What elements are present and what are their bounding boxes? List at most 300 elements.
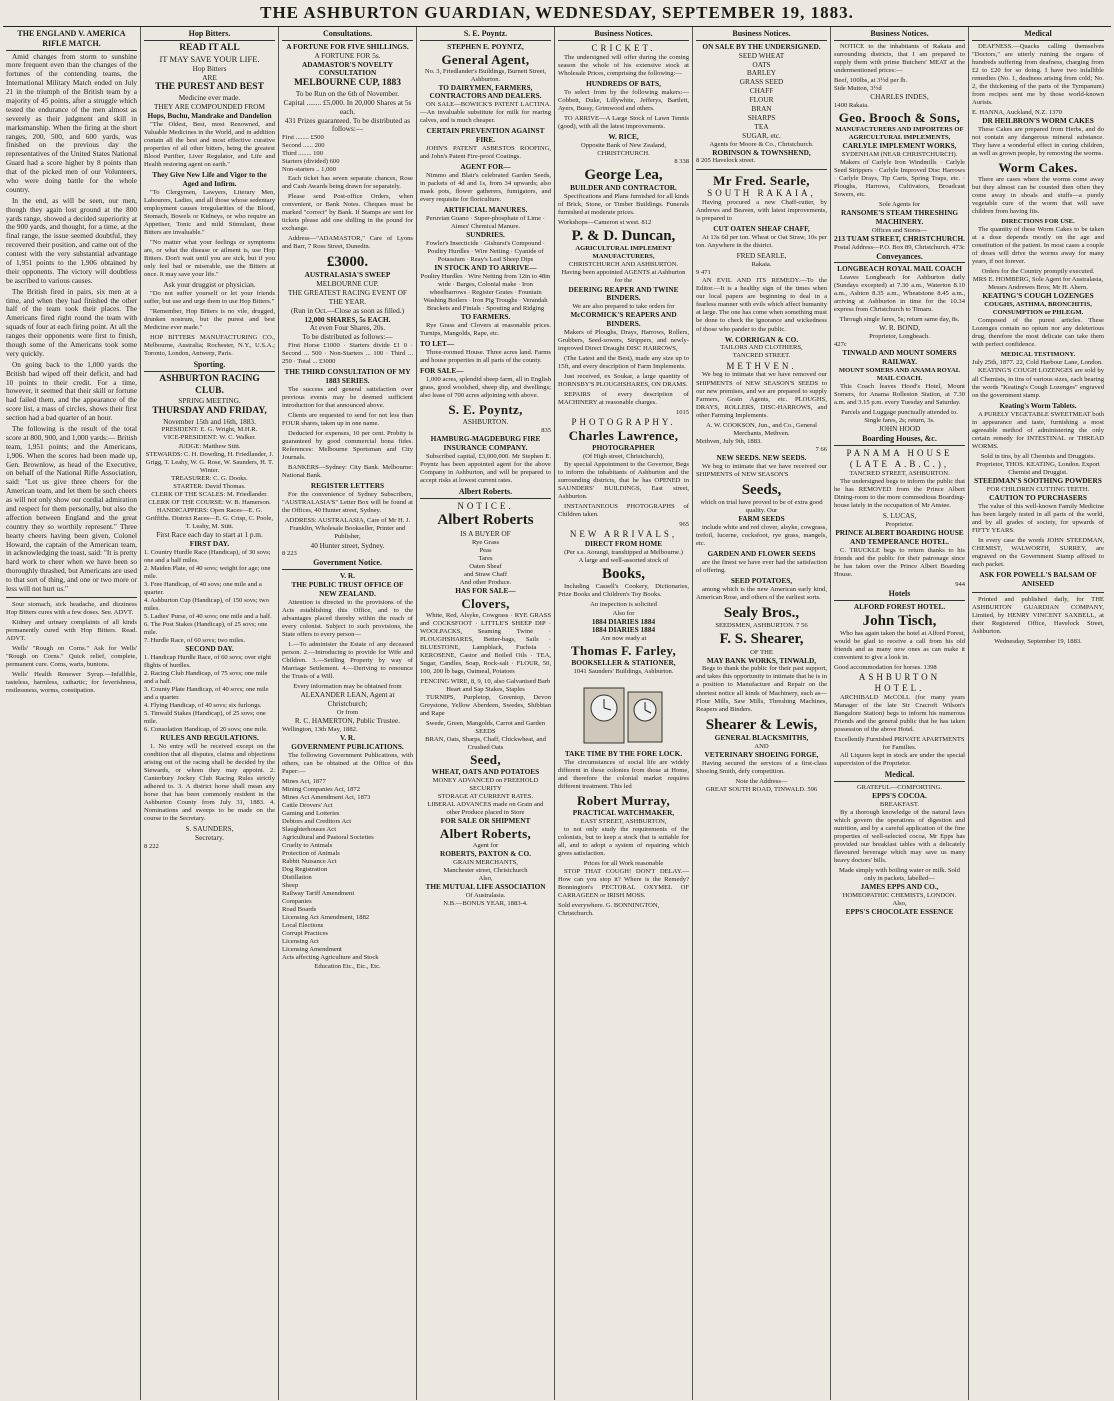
ad-line: TAILORS AND CLOTHIERS,: [720, 344, 803, 352]
ad-line: ARTIFICIAL MANURES.: [443, 205, 528, 215]
ad-line: ON SALE BY THE UNDERSIGNED.: [702, 41, 821, 51]
ad-para: KEATING'S COUGH LOZENGES are sold by all Chemists, in tins of various sizes, each bearing the words "Keating's Cough Lozenges" engraved on the government stamp.: [972, 367, 1104, 399]
ad-line: 12,000 SHARES, 5s EACH.: [304, 314, 391, 324]
officer: VICE-PRESIDENT: W. C. Walker.: [163, 434, 256, 442]
ad-title: Seed,: [470, 752, 501, 768]
ad-title: PHOTOGRAPHY.: [571, 417, 676, 428]
ad-line: THE GREATEST RACING EVENT OF THE YEAR.: [288, 287, 407, 306]
ad-line: EPPS'S CHOCOLATE ESSENCE: [845, 907, 954, 917]
publication: Licensing Amendment: [282, 946, 342, 954]
ad-para: Specifications and Plans furnished for all kinds of Brick, Stone, or Timber Buildings. Funerals furnished at moderate prices.: [558, 192, 689, 216]
publication: Debtors and Creditors Act: [282, 817, 352, 825]
officer: TREASURER: C. G. Dooks.: [171, 474, 248, 482]
ad-title: Books,: [602, 566, 645, 583]
ad-para: These Cakes are prepared from Herbs, and do not contain any dangerous mineral substance. They have a wonderful effect in curing children, as well as grown people, by removing the worms.: [972, 125, 1104, 158]
ad-line: 1041 Saunders' Buildings, Ashburton.: [573, 668, 674, 676]
race: 5. Ladies' Purse, of 40 sovs; one mile and a half.: [144, 612, 272, 620]
ad-line: PRINCE ALBERT BOARDING HOUSE AND TEMPERANCE HOTEL.: [835, 528, 964, 546]
ad-line: No. 3, Friedlander's Buildings, Burnett Street, Ashburton.: [424, 67, 547, 83]
ad-line: FOR CHILDREN CUTTING TEETH.: [986, 485, 1090, 493]
ad-line: Keating's Worm Tablets.: [999, 400, 1077, 410]
ad-line: VETERINARY SHOEING FORGE,: [704, 749, 819, 759]
ad-line: SEED POTATOES,: [730, 575, 793, 585]
ad-line: ROBERTS, PAXTON & CO.: [440, 848, 531, 858]
sale-item: OATS: [752, 59, 771, 69]
meeting-dates: November 15th and 16th, 1883.: [163, 416, 256, 426]
ad-line: ADAMASTOR'S NOVELTY CONSULTATION: [301, 59, 394, 78]
ad-para: TURNIPS, Purpletop, Greentop, Devon Greystone, Yellow Aberdeen, Swedes, Shibbian and Rape: [420, 693, 551, 717]
article-para: Amid changes from storm to sunshine more frequent even than the changes of the fortunes of the contending teams, the International Military Match ended on July 21 in the triumph of the British team by a majority of 45 points, after a struggle which tested the endurance of the men almost as severely as their judgment and skill in marksmanship. When the firing at the short ranges, 200, 500, and 600 yards, was finished on the previous day the representatives of the United States National Guard had a score higher by 8 points than that of the picked men of our Volunteers, who were doing battle for the whole country.: [6, 51, 137, 194]
race: 7. Hurdle Race, of 60 sovs; two miles.: [144, 636, 246, 644]
ad-line: SUNDRIES.: [466, 230, 505, 240]
race: 4. Flying Handicap, of 40 sovs; six furlongs.: [144, 702, 262, 710]
publication: Mining Companies Act, 1872: [282, 785, 361, 793]
ad-line: 1400 Rakaia.: [834, 101, 869, 109]
ad-line: TO DAIRYMEN, FARMERS, CONTRACTORS AND DEALERS.: [429, 82, 542, 101]
ad-para: Just received, ex Soukar, a large quantity of HORNSBY'S PLOUGHSHARES, ON DRAMS.: [558, 373, 689, 389]
ad-line: FRED SEARLE,: [736, 251, 787, 261]
ad-line: HAMBURG-MAGDEBURG FIRE INSURANCE COMPANY.: [430, 433, 541, 452]
ad-line: Wellington, 13th May, 1882.: [282, 725, 358, 733]
ad-line: (Of High street, Christchurch),: [582, 453, 665, 461]
ad-line: NEW SEEDS. NEW SEEDS.: [716, 452, 807, 462]
ad-para: BANKERS—Sydney: City Bank. Melbourne: National Bank.: [282, 464, 413, 480]
ad-line: W. R. BOND,: [879, 323, 920, 333]
column-1: [3, 27, 141, 1400]
ad-title: Mr Fred. Searle,: [713, 172, 810, 188]
ad-code: 8 223: [282, 550, 297, 558]
ad-line: Or from: [336, 708, 359, 716]
ad-para: Composed of the purest articles. These Lozenges contain no opium nor any deleterious drug, therefore the most delicate can take them with perfect confidence.: [972, 317, 1104, 349]
ad-line: LONGBEACH ROYAL MAIL COACH: [837, 264, 962, 274]
ad-line: They Give New Life and Vigor to the Aged and Infirm.: [152, 169, 267, 188]
ad-line: 213 TUAM STREET, CHRISTCHURCH.: [834, 233, 965, 243]
ad-line: A FORTUNE FOR FIVE SHILLINGS.: [286, 41, 409, 51]
ad-para: 1.—To administer the Estate of any deceased person. 2.—Introducing to provide for Wife and Children. 3.—Settling Property by way of Marriage Settlement. 4.—Deriving to renounce the Trusts of a Will.: [282, 641, 413, 681]
meeting-title: SPRING MEETING.: [178, 396, 241, 406]
ad-line: MAY BANK WORKS, TINWALD,: [706, 655, 817, 665]
masthead-title: THE ASHBURTON GUARDIAN,: [260, 3, 532, 22]
ad-line: KEATING'S COUGH LOZENGES: [982, 291, 1094, 301]
prize: Non-starters .. 1,000: [282, 166, 337, 174]
ad-title: Shearer & Lewis,: [705, 716, 818, 733]
ad-line: Hop Bitters: [192, 63, 227, 73]
ad-line: Through single fares, 5s; return same day, 8s.: [839, 316, 960, 324]
ad-line: Excellently Furnished PRIVATE APARTMENTS for Families.: [834, 736, 965, 752]
ad-line: IS A BUYER OF: [460, 528, 511, 538]
ad-para: are the finest we have ever had the satisfaction of offering.: [696, 558, 827, 574]
ad-line: THE THIRD CONSULTATION OF MY 1883 SERIES.: [284, 367, 411, 386]
race: 1. Country Hurdle Race (Handicap), of 30 sovs; one and a half miles.: [144, 548, 271, 564]
ad-para: First Horse £1000 · Starters divide £1 0 · Second ... 500 · Non-Starters ... 100 · Third ... 250 · Total ... £3000: [282, 342, 413, 366]
ad-line: Agents for Moore & Co., Christchurch.: [709, 140, 814, 148]
publication: Cattle Drovers' Act: [282, 801, 333, 809]
ad-para: C. TRUCKLE begs to return thanks to his friends and the public for their patronage since he has taken over the Prince Albert Boarding House.: [834, 546, 965, 578]
ad-line: THE PUREST AND BEST: [155, 82, 264, 93]
ad-line: TANCRED STREET.: [732, 352, 791, 360]
publication: Local Elections: [282, 922, 324, 930]
buy-item: Oaten Sheaf: [469, 562, 502, 570]
ad-line: GREAT SOUTH ROAD, TINWALD. 596: [705, 785, 818, 793]
ad-line: THE PUBLIC TRUST OFFICE OF NEW ZEALAND.: [291, 580, 404, 598]
ad-line: CAUTION TO PURCHASERS: [989, 492, 1087, 502]
filler-para: Sour stomach, sick headache, and dizziness Hop Bitters cures with a few doses. See. ADVT.: [6, 600, 137, 616]
ad-line: AGENT FOR—: [460, 162, 511, 172]
ad-line: THE MUTUAL LIFE ASSOCIATION: [425, 881, 546, 891]
ad-line: 8 205 Havelock street.: [696, 157, 756, 165]
ad-para: Deducted for expenses, 10 per cent. Probity is guaranteed by good commercial bona fides. References: Melbourne Sportsman and City Journals.: [282, 430, 413, 462]
sale-item: SHARPS: [747, 112, 776, 122]
ad-line: (Per s.s. Aorangi, transhipped at Melbourne.): [564, 549, 683, 557]
ad-title: Sealy Bros.,: [723, 604, 800, 621]
ad-line: Having been appointed AGENTS at Ashburton for the: [561, 269, 686, 285]
masthead-date: WEDNESDAY, SEPTEMBER 19, 1883.: [535, 3, 854, 22]
ad-line: ALFORD FOREST HOTEL.: [853, 601, 946, 611]
ad-line: COUGHS, ASTHMA, BRONCHITIS, CONSUMPTION or PHLEGM.: [984, 301, 1092, 317]
ad-para: At 13s 6d per ton. Wheat or Oat Straw, 10s per ton. Anywhere in the district.: [696, 234, 827, 250]
ad-para: White, Red, Alsyke, Cowgrass · RYE GRASS and COCKSFOOT · LITTLE'S SHEEP DIP · WOOLPACKS, Seaming Twine · PLOUGHSHARES, Better-bags, Sails · BLUESTONE, Lampblack, Fuchsia · KEROSENE, Castor and Boiled Oils · TEA, Sugar, Candles, Soap, Rock-salt · FLOUR, 50, 100, 200 lb bags, Oatmeal, Potatoes: [420, 611, 551, 675]
ad-para: include white and red clover, alsyke, cowgrass, trefoil, lucerne, cocksfoot, rye grass, mangels, etc.: [696, 523, 827, 547]
ad-para: JOHN'S PATENT ASBESTOS ROOFING, and John's Patent Fire-proof Coatings.: [420, 145, 551, 161]
ad-line: FOR SALE OR SHIPMENT: [440, 816, 531, 826]
ad-para: Attention is directed to the provisions of the Acts establishing this Office, and to the advantages placed thereby within the reach of every colonist. Subject to such provisions, the State offers to every person—: [282, 598, 413, 638]
ad-para: The undersigned will offer during the coming season the whole of his extensive stock at Wholesale Prices, comprising the following:—: [558, 53, 689, 77]
sale-item: SEED WHEAT: [738, 50, 785, 60]
ad-line: R. C. HAMERTON, Public Trustee.: [294, 716, 401, 725]
ad-line: WHEAT, OATS AND POTATOES: [431, 766, 540, 776]
ad-line: JAMES EPPS AND CO.,: [860, 882, 939, 892]
ad-title: Charles Lawrence,: [568, 428, 679, 444]
ad-line: DIRECTIONS FOR USE.: [1001, 218, 1075, 226]
ad-title: F. S. Shearer,: [719, 631, 804, 648]
ad-line: Of Australasia.: [465, 891, 506, 899]
ad-para: Subscribed capital, £3,000,000. Mr Stephen E. Poyntz has been appointed agent for the above Company in Ashburton, and will be prepared to accept risks at lowest current rates.: [420, 452, 551, 484]
ad-para: Having secured the services of a first-class Shoeing Smith, defy competition.: [696, 759, 827, 775]
ad-code: 965: [679, 521, 689, 529]
ad-line: Also for: [612, 609, 635, 617]
ad-amount: £3000.: [326, 253, 369, 270]
ad-line: ASHBURTON.: [462, 417, 509, 427]
ad-line: A large and well-assorted stock of: [578, 557, 669, 565]
publication: Mines Act, 1877: [282, 777, 326, 785]
ad-line: RANSOME'S STEAM THRESHING MACHINERY.: [840, 207, 959, 226]
ad-line: MEDICAL TESTIMONY.: [1000, 351, 1076, 359]
ad-para: ON SALE—BOWICK'S PATENT LACTINA.—An invaluable substitute for milk for rearing calves, and is much cheaper.: [420, 101, 551, 125]
race: 1. Handicap Hurdle Race, of 60 sovs; over eight flights of hurdles.: [144, 653, 272, 669]
publication: Dog Registration: [282, 866, 328, 874]
section-heading-medical: Medical.: [834, 770, 965, 782]
ad-para: 1,000 acres, splendid sheep farm, all in English grass, good woolshed, sheep dip, and dwellings; also lease of 700 acres adjoining with above.: [420, 376, 551, 400]
ad-line: ARE: [202, 72, 217, 82]
ad-line: We are also prepared to take orders for: [572, 303, 675, 311]
ad-para: (The Latest and the Best), made any size up to 15ft, and every description of Farm Implements.: [558, 355, 689, 371]
imprint: Printed and published daily, for THE ASHBURTON GUARDIAN COMPANY, Limited, by HENRY VINCENT SAXBELL, at their Registered Office, Havelock Street, Ashburton.: [972, 595, 1104, 635]
ad-para: All Liquors kept in stock are under the special supervision of the Proprietor.: [834, 752, 965, 768]
race: 3. County Plate Handicap, of 40 sovs; one mile and a quarter.: [144, 686, 269, 702]
ad-line: Also,: [892, 900, 907, 908]
ad-para: The value of this well-known Family Medicine has been largely tested in all parts of the world, and by all grades of society, for upwards of FIFTY YEARS.: [972, 502, 1104, 534]
ad-line: which on trial have proved to be of extra good quality. Our: [700, 498, 823, 514]
ad-para: In every case the words JOHN STEEDMAN, CHEMIST, WALWORTH, SURREY, are engraved on the Government Stamp affixed to each packet.: [972, 536, 1104, 568]
ad-line: BREAKFAST.: [879, 800, 920, 808]
column-5: [555, 27, 693, 1400]
sale-item: CHAFF: [749, 86, 774, 96]
race: 5. Tinwald Stakes (Handicap), of 25 sovs; one mile.: [144, 710, 266, 726]
publication: Rabbit Nuisance Act: [282, 858, 337, 866]
race: 6. Consolation Handicap, of 20 sovs; one mile.: [144, 726, 268, 734]
ad-line: Peruvian Guano · Super-phosphate of Lime · Aimes' Chemical Manure.: [426, 215, 545, 231]
ad-line: 431 Prizes guaranteed. To be distributed as follows:—: [284, 115, 411, 134]
ad-para: NOTICE to the inhabitants of Rakaia and surrounding districts, that I am prepared to supply them with prime Butchers' MEAT at the undermentioned prices:—: [834, 42, 965, 74]
crown-mark: V. R.: [339, 571, 356, 581]
masthead: [3, 0, 1111, 27]
ad-code: 7 66: [815, 445, 827, 453]
ad-line: BOOKSELLER & STATIONER,: [571, 658, 676, 668]
ad-para: Each ticket has seven separate chances, Rose and Cash Awards being drawn for separately.: [282, 174, 413, 190]
ad-line: Swede, Green, Mangolds, Carrot and Garden SEEDS: [425, 720, 546, 736]
ad-line: SEEDSMEN, ASHBURTON. 7 56: [715, 622, 808, 630]
ad-line: SYDENHAM (NEAR CHRISTCHURCH).: [841, 150, 958, 158]
ad-title: Thomas F. Farley,: [570, 643, 676, 659]
buy-item: Peas: [479, 546, 492, 554]
publication: Cruelty to Animals: [282, 842, 333, 850]
race: 4. Ashburton Cup (Handicap), of 150 sovs; two miles.: [144, 596, 270, 612]
buy-item: Rye Grass: [471, 538, 500, 546]
race: 2. Maiden Plate, of 40 sovs; weight for age; one mile.: [144, 564, 271, 580]
sale-item: FLOUR: [749, 95, 774, 105]
ad-code: 8 222: [144, 843, 159, 851]
ad-quote: "The Oldest, Best, most Renowned, and Valuable Medicines in the World, and in addition contain all the best and most effective curative properties of all other bitters, being the greatest Blood Purifier, Liver Regulator, and Life and Health restoring agent on earth.": [144, 120, 275, 168]
prize: First ........ £500: [282, 134, 324, 142]
ad-line: READ IT ALL: [179, 42, 240, 53]
officer: STARTER: David Thomas.: [173, 482, 246, 490]
divider: [696, 169, 827, 170]
race-day-heading: FIRST DAY.: [189, 538, 230, 548]
ad-line: W. CORRIGAN & CO.: [724, 334, 799, 344]
article-para: The following is the result of the total score at 800, 900, and 1,000 yards:— British team, 1,951 points; and the Americans, 1,906. When the scores had been made up, Gen. Brownlow, as head of the Executive, on behalf of the National Rifle Association, said: "Let us give three cheers for the American team, and let them be such cheers as will not only show our cordial admiration and respect for them personally, but also the affection between England and the great country they so worthily represent." Three hearty cheers having been given, Colonel Howard, the captain of the American team, in acknowledging the toast, said: "It is pretty hard work to cheer when we have been so thoroughly thrashed, but Americans are used to that sort of thing, and one or two more or less will not hurt us.": [6, 424, 137, 594]
ad-line: E. HANNA, Auckland, N.Z. 1370: [972, 109, 1062, 116]
column-7: [831, 27, 969, 1400]
ad-title: S. E. Poyntz,: [448, 402, 523, 418]
ad-para: ARCHIBALD McCOLL (for many years Manager of the late Sir Cracroft Wilson's Bangalore Station) begs to inform his numerous Friends and the general public that he has taken possession of the above Hotel.: [834, 693, 965, 734]
ad-para: To select from by the following makers:— Cobbett, Duke, Lillywhite, Jefferys, Bartlett, Ayers, Bussy, Grimwood and others.: [558, 88, 689, 112]
section-heading-poyntz: S. E. Poyntz.: [420, 29, 551, 41]
column-6: [693, 27, 831, 1400]
ad-line: EAST STREET, ASHBURTON,: [580, 817, 667, 825]
ad-line: CARLYLE IMPLEMENT WORKS,: [842, 140, 957, 150]
section-heading-business: Business Notices.: [834, 29, 965, 41]
ad-line: CHARLES INDES,: [870, 91, 929, 101]
ad-line: DIRECT FROM HOME: [584, 539, 663, 549]
buy-list: [420, 539, 551, 587]
ad-line: ASK FOR POWELL'S BALSAM OF ANISEED: [979, 569, 1097, 588]
ad-line: HOMEOPATHIC CHEMISTS, LONDON.: [842, 892, 957, 900]
ad-line: Workshops—Cameron st west. 812: [558, 219, 652, 227]
ad-para: among which is the new American early kind, American Rose, and others of the earliest sorts.: [696, 585, 827, 601]
ad-line: Ask your druggist or physician.: [163, 280, 256, 290]
divider: [6, 597, 137, 598]
ad-para: Who has again taken the hotel at Alford Forest, would be glad to receive a call from his old friends and as many new ones as can make it convenient to give a look in.: [834, 629, 965, 661]
ad-para: There are cases where the worms come away but they almost can be counted then often they come away in shoals and stuffs—a purely vegetable cure of the worm that will save children from having fits.: [972, 175, 1104, 216]
ad-title: General Agent,: [441, 51, 530, 67]
publication: Mines Act Amendment Act, 1873: [282, 793, 371, 801]
publication: Gaming and Lotteries: [282, 809, 340, 817]
ad-title: ASHBURTON HOTEL.: [858, 671, 941, 693]
race: 6. The Post Stakes (Handicap), of 25 sovs; one mile.: [144, 620, 268, 636]
article-para: In the end, as will be seen, our men, though they again lost ground at the 800 yards range, showed a decided superiority at the 900 yards, and thought, for a time, at the final range, the issue seemed doubtful, they recovered their position, and came out of the contest with the very substantial advantage of 1,951 points to the 1,906 obtained by their opponents. The victory will doubtless be ascribed to various causes.: [6, 195, 137, 285]
prize-list: [282, 134, 413, 174]
ad-line: STORAGE AT CURRENT RATES.: [437, 792, 534, 800]
ad-line: Capital ........ £5,000. In 20,000 Shares at 5s each.: [283, 97, 412, 116]
ad-para: TO ARRIVE—A Large Stock of Lawn Tennis (good), with all the latest improvements.: [558, 114, 689, 130]
officers-list: [144, 426, 275, 530]
ad-line: MELBOURNE CUP, 1883: [293, 78, 402, 89]
ad-line: FENCING WIRE, 8, 9, 10, also Galvanised Barb: [420, 677, 551, 685]
section-heading-roberts: Albert Roberts.: [420, 487, 551, 499]
publication: Companies: [282, 898, 312, 906]
ad-title: Albert Roberts: [437, 512, 534, 529]
ad-title: METHVEN.: [726, 360, 797, 371]
sale-item: BARLEY: [746, 68, 777, 78]
ad-line: McCORMICK'S REAPERS AND BINDERS.: [570, 310, 677, 329]
ad-line: Also,: [478, 874, 493, 882]
ad-code: 944: [955, 580, 965, 588]
ad-line: IT MAY SAVE YOUR LIFE.: [159, 54, 260, 65]
column-3: [279, 27, 417, 1400]
ad-title: Geo. Brooch & Sons,: [838, 109, 961, 125]
ad-title: Albert Roberts,: [439, 825, 532, 841]
ad-line: GOVERNMENT PUBLICATIONS.: [291, 741, 404, 751]
ad-quote: "To Clergymen, Lawyers, Literary Men, Labourers, Ladies, and all those whose sedentary employment causes irregularities of the Blood, Stomach, Bowels or Kidneys, or who require an Appetiser, Tonic and mild Stimulant, these Bitters are invaluable.": [144, 188, 275, 236]
ad-line: ADDRESS: AUSTRALASIA, Care of Mr H. J. Franklin, Wholesale Bookseller, Printer and Publisher,: [284, 517, 411, 541]
ad-para: Leaves Longbeach for Ashburton daily (Sundays excepted) at 7.30 a.m., Waterton 8.10 a.m., Ashton 8.35 a.m., Wheatstone 8.45 a.m., arriving at Ashburton in time for the 10.34 express from Christchurch to Timaru.: [834, 274, 965, 314]
ad-title: Seeds,: [741, 481, 782, 498]
ad-line: Offices and Stores—: [871, 226, 928, 234]
ad-para: Makers of Carlyle Iron Windmills · Carlyle Seed Strippers · Carlyle Improved Disc Harrows · Carlyle Drays, Tip Carts, Spring Traps, etc. · Ploughs, Harrows, Cultivators, Broadcast Sowers, etc.: [834, 158, 965, 198]
ad-line: MOUNT SOMERS AND ANAMA ROYAL MAIL COACH.: [838, 367, 961, 383]
ad-line: STEEDMAN'S SOOTHING POWDERS: [974, 475, 1102, 485]
publications-list: [282, 778, 413, 963]
section-heading-business: Business Notices.: [558, 29, 689, 41]
ad-line: FARM SEEDS: [738, 513, 785, 523]
ad-line: OF THE: [750, 648, 773, 656]
ad-line: HAS FOR SALE—: [455, 585, 516, 595]
ad-line: LIBERAL ADVANCES made on Grain and other Produce placed in Store: [427, 800, 544, 816]
buy-item: Tares: [478, 554, 493, 562]
ad-para: AN EVIL AND ITS REMEDY.—To the Editor.—It is a healthy sign of the times when our local papers are beginning to deal in a fearless manner with evils which affect humanity at large. The one has come when something must be done to check the ignorance and wickedness of those who pander to the public.: [696, 277, 827, 333]
column-8: [969, 27, 1107, 1400]
ad-line: Sold everywhere. G. BONNINGTON, Christchurch.: [558, 902, 660, 918]
ad-line: GARDEN AND FLOWER SEEDS: [707, 548, 816, 558]
race-start: First Race each day to start at 1 p.m.: [156, 529, 263, 539]
ad-quote: "Remember, Hop Bitters is no vile, drugged, drunken nostrum, but the purest and best Medicine ever made.": [144, 307, 275, 332]
ad-line: GRATEFUL—COMFORTING.: [856, 783, 943, 791]
publication: Licensing Act Amendment, 1882: [282, 914, 370, 922]
ad-line: Heart and Sap Stakes, Staples: [446, 685, 525, 693]
prize: Starters (divided) 600: [282, 158, 340, 166]
publication: Licensing Act: [282, 938, 319, 946]
article-para: The British fired in pairs, six men at a time, and when they had finished the other half of the team took their places. The Americans fired right round the team with squads of four at each firing point. At all the ranges their opponents were first to finish, though some of the Americans took some very quickly.: [6, 286, 137, 358]
ad-quote: "Do not suffer yourself or let your friends suffer, but use and urge them to use Hop Bitters.": [144, 289, 275, 305]
ad-para: Having procured a new Chaff-cutter, by Andrews and Beaven, with latest improvements, is prepared to: [696, 199, 827, 223]
secretary-name: S. SAUNDERS,: [185, 824, 234, 834]
sale-item: GRASS SEED: [739, 77, 784, 87]
ad-line: Proprietor.: [885, 521, 914, 529]
ad-line: 1884 DIARIES 1884: [591, 625, 656, 635]
ad-line: SOUTH RAKAIA,: [707, 188, 816, 199]
rules-body: 1. No entry will be received except on the condition that all disputes, claims and objections arising out of the racing shall be decided by the Stewards, or whom they may appoint. 2. Canterbury Jockey Club Racing Rules strictly adhered to. 3. A district horse shall mean any horse that has been commonly resident in the Ashburton County from July 31, 1883. 4. Nominations and sweeps to be made on the course to the Secretary.: [144, 743, 275, 823]
ad-line: Poultry Hurdles · Wire Netting from 12in to 48in wide · Barges, Colonial make · Iron wheelbarrows · Register Grates · Fountain Washing Boilers · Iron Pig Troughs · Verandah Brackets and Finials · Spouting and Ridging: [420, 273, 551, 313]
ad-line: Are now ready at: [600, 635, 647, 643]
ad-line: GRAIN MERCHANTS,: [453, 858, 518, 866]
ad-line: Beef, 100lbs, at 3½d per lb.: [834, 76, 908, 84]
ad-para: Clients are requested to send for not less than FOUR shares, taken up in one name.: [282, 412, 413, 428]
ad-line: Manchester street, Christchurch: [443, 866, 528, 874]
ad-line: Proprietor, THOS. KEATING, London. Export Chemist and Druggist.: [976, 460, 1100, 476]
ad-line: PRACTICAL WATCHMAKER,: [572, 808, 675, 817]
ad-code: 9 471: [696, 269, 711, 277]
ad-line: IN STOCK AND TO ARRIVE—: [434, 263, 537, 273]
publication: Corrupt Practices: [282, 930, 328, 938]
section-heading-conveyances: Conveyances.: [834, 252, 965, 264]
ad-line: A FORTUNE FOR 5s.: [314, 50, 381, 60]
officer: PRESIDENT: E. G. Wright, M.H.R.: [161, 426, 258, 434]
ad-line: HUNDREDS OF BATS,: [586, 78, 661, 88]
ad-para: We beg to intimate that we have received our SHIPMENTS of NEW SEASON'S: [696, 462, 827, 478]
ad-line: TO FARMERS.: [460, 312, 511, 322]
ad-line: MANUFACTURERS AND IMPORTERS OF AGRICULTURAL IMPLEMENTS,: [835, 125, 964, 141]
ad-para: INSTANTANEOUS PHOTOGRAPHS of Children taken.: [558, 503, 689, 519]
ad-title: John Tisch,: [862, 612, 937, 629]
ad-line: Sole Agents for: [878, 200, 921, 208]
ad-para: Three-roomed House. Three acres land. Farms and house properties in all parts of the county.: [420, 349, 551, 365]
ad-line: GENERAL BLACKSMITHS,: [714, 732, 809, 742]
ad-title: PANAMA HOUSE (LATE A.B.C.),: [846, 448, 953, 470]
notice-heading: NOTICE.: [457, 500, 514, 511]
sale-item: SUGAR, etc.: [742, 130, 781, 140]
ad-para: By special Appointment to the Governor, Begs to inform the inhabitants of Ashburton and the surrounding districts, that he has OPENED in SAUNDERS' BUILDINGS, East street, Ashburton.: [558, 461, 689, 501]
ad-line: A. W. COOKSON, Jun., and Co., General Merchants, Methven.: [706, 421, 817, 437]
sale-items: [696, 52, 827, 141]
filler-para: Wells' "Rough on Corns." Ask for Wells' "Rough on Corns." Quick relief, complete, permanent cure. Corns, warts, bunions.: [6, 645, 137, 669]
ad-line: CHRISTCHURCH AND ASHBURTON.: [568, 261, 679, 269]
ad-line: Proprietor, Longbeach.: [869, 333, 930, 341]
section-heading-sporting: Sporting.: [144, 360, 275, 372]
publication: Agricultural and Pastoral Societies: [282, 834, 374, 842]
ad-title: NEW ARRIVALS,: [569, 529, 678, 540]
ad-line: Good accommodation for horses. 1398: [834, 663, 937, 671]
ad-line: AND: [754, 742, 769, 750]
section-heading-government: Government Notice.: [282, 558, 413, 570]
publication: Road Boards: [282, 906, 317, 914]
ad-line: 40 Hunter street, Sydney.: [310, 540, 385, 550]
ad-line: July 25th, 1877. 22, Cold Harbour Lane, London.: [972, 359, 1103, 367]
ad-para: The undersigned begs to inform the public that he has REMOVED from the Prince Albert Dining-room to the more commodious Boarding-house lately in the occupation of Mr Anstee.: [834, 478, 965, 510]
ad-line: Fowler's Insecticide · Gishurst's Compound · Poultry Hurdles · Wire Netting · Cyanide of Potassium · Reay's Leaf Sheep Dips: [425, 240, 546, 264]
ad-para: Address—"ADAMASTOR," Care of Lyons and Barr, 7 Ross Street, Dunedin.: [282, 234, 413, 250]
ad-line: Hops, Buchu, Mandrake and Dandelion: [147, 110, 272, 120]
ad-line: ROBINSON & TOWNSHEND,: [712, 147, 811, 157]
ad-line: EPPS'S COCOA.: [872, 790, 927, 800]
ad-line: TAKE TIME BY THE FORE LOCK.: [564, 749, 683, 759]
ad-title: Clovers,: [461, 595, 510, 611]
club-name: ASHBURTON RACING CLUB.: [159, 373, 260, 396]
buy-item: And other Produce.: [459, 578, 512, 586]
ad-para: Nimmo and Blair's celebrated Garden Seeds, in packets of 4d and 1s, from 34 upwards; also mask pots, flower gatherers, fumigators, and every requisite for floriculture.: [420, 172, 551, 204]
section-heading-business: Business Notices.: [696, 29, 827, 41]
section-heading-hotels: Hotels: [834, 589, 965, 601]
ad-line: Orders for the Country promptly executed.: [981, 268, 1095, 276]
